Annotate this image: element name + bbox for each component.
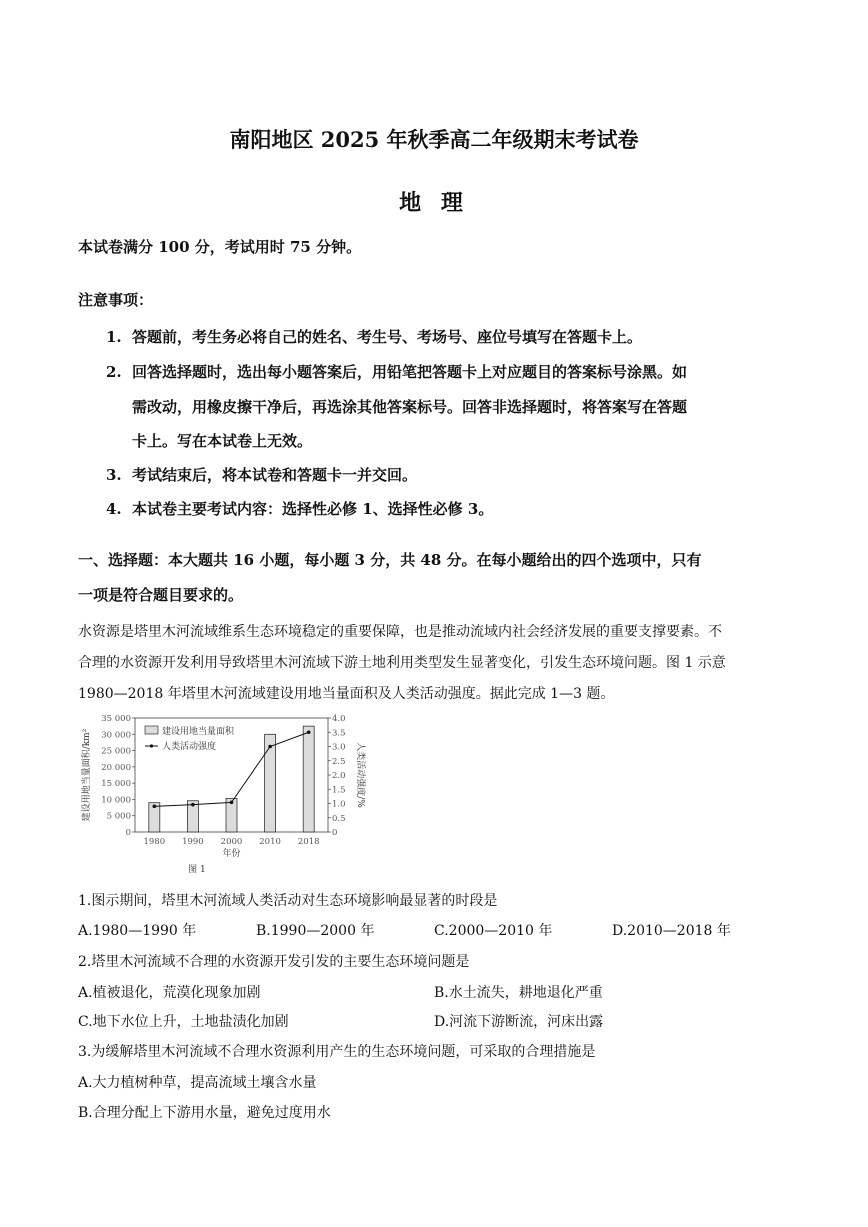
right-tick-label: 3.5 (332, 728, 346, 739)
passage-line-1: 水资源是塔里木河流域维系生态环境稳定的重要保障，也是推动流域内社会经济发展的重要支撑要素。不 (78, 624, 722, 640)
intensity-point (191, 803, 195, 807)
note-item-1 (106, 326, 642, 347)
question-1-stem: 1.图示期间，塔里木河流域人类活动对生态环境影响最显著的时段是 (78, 893, 498, 909)
x-axis-label: 年份 (222, 849, 241, 859)
question-1-option-a: A.1980—1990 年 (78, 923, 197, 939)
note-item-2 (106, 361, 687, 382)
note-item-4 (106, 498, 493, 519)
bar (303, 726, 314, 832)
left-tick-label: 15 000 (101, 779, 131, 790)
question-3-option-a: A.大力植树种草，提高流域土壤含水量 (78, 1075, 317, 1091)
legend-bar-label: 建设用地当量面积 (162, 727, 235, 737)
left-tick-label: 10 000 (101, 795, 131, 806)
intensity-point (268, 745, 272, 749)
left-tick-label: 35 000 (101, 714, 131, 724)
note-item-2-line-2: 需改动，用橡皮擦干净后，再选涂其他答案标号。回答非选择题时，将答案写在答题 (132, 398, 688, 416)
x-tick-label: 1990 (182, 837, 204, 847)
left-tick-label: 20 000 (101, 762, 131, 773)
section-heading-line-1: 一、选择题：本大题共 16 小题，每小题 3 分，共 48 分。在每小题给出的四个选项中，只有 (78, 551, 702, 569)
note-text: 本试卷主要考试内容：选择性必修 1、选择性必修 3。 (132, 500, 494, 518)
right-tick-label: 0 (332, 828, 338, 838)
notes-heading: 注意事项： (78, 291, 154, 309)
note-item-2-line-3: 卡上。写在本试卷上无效。 (132, 432, 313, 450)
legend-line-label: 人类活动强度 (162, 742, 217, 752)
question-1-option-b: B.1990—2000 年 (256, 923, 375, 939)
note-number: 2. (106, 363, 122, 381)
score-info: 本试卷满分 100 分，考试用时 75 分钟。 (78, 238, 362, 256)
right-tick-label: 1.5 (332, 785, 346, 796)
exam-title: 南阳地区 2025 年秋季高二年级期末考试卷 (229, 127, 639, 152)
question-2-option-b: B.水土流失，耕地退化严重 (434, 985, 603, 1001)
x-tick-label: 1980 (143, 837, 166, 847)
question-2-option-a: A.植被退化，荒漠化现象加剧 (78, 985, 261, 1001)
x-tick-label: 2010 (259, 837, 281, 847)
question-2-option-d: D.河流下游断流，河床出露 (434, 1014, 604, 1030)
right-tick-label: 0.5 (332, 813, 346, 824)
x-tick-label: 2000 (220, 837, 243, 847)
figure-caption: 图 1 (188, 865, 206, 875)
note-item-3 (106, 464, 417, 485)
left-tick-label: 0 (125, 828, 131, 838)
question-1-option-c: C.2000—2010 年 (434, 923, 553, 939)
right-tick-label: 1.0 (332, 799, 346, 810)
note-text: 答题前，考生务必将自己的姓名、考生号、考场号、座位号填写在答题卡上。 (132, 328, 643, 346)
question-2-option-c: C.地下水位上升，土地盐渍化加剧 (78, 1014, 289, 1030)
passage-line-2: 合理的水资源开发利用导致塔里木河流域下游土地利用类型发生显著变化，引发生态环境问题。图 1 示意 (78, 655, 726, 671)
subject-title: 地 理 (399, 190, 469, 216)
left-tick-label: 30 000 (101, 730, 131, 741)
right-tick-label: 3.0 (332, 742, 346, 753)
note-number: 4. (106, 500, 122, 518)
legend-line-marker (150, 744, 153, 747)
intensity-point (230, 801, 234, 805)
question-2-stem: 2.塔里木河流域不合理的水资源开发引发的主要生态环境问题是 (78, 954, 470, 970)
question-3-option-b: B.合理分配上下游用水量，避免过度用水 (78, 1105, 331, 1121)
legend-bar-swatch (145, 726, 158, 734)
passage-line-3: 1980—2018 年塔里木河流域建设用地当量面积及人类活动强度。据此完成 1—3 题。 (78, 686, 615, 702)
note-number: 1. (106, 328, 122, 346)
left-axis-label: 建设用地当量面积/km² (82, 728, 92, 822)
right-tick-label: 4.0 (332, 714, 346, 724)
figure-1-chart (78, 706, 368, 884)
left-tick-label: 25 000 (101, 746, 131, 757)
intensity-point (307, 730, 311, 734)
note-number: 3. (106, 466, 122, 484)
right-tick-label: 2.0 (332, 771, 346, 781)
right-axis-label: 人类活动强度/% (355, 742, 365, 808)
bar (265, 734, 276, 832)
x-tick-label: 2018 (297, 837, 320, 847)
left-tick-label: 5 000 (106, 811, 131, 822)
note-text: 回答选择题时，选出每小题答案后，用铅笔把答题卡上对应题目的答案标号涂黑。如 (132, 363, 688, 381)
right-tick-label: 2.5 (332, 756, 346, 767)
question-3-stem: 3.为缓解塔里木河流域不合理水资源利用产生的生态环境问题，可采取的合理措施是 (78, 1044, 596, 1060)
question-1-option-d: D.2010—2018 年 (612, 923, 731, 939)
section-heading-line-2: 一项是符合题目要求的。 (78, 586, 244, 604)
note-text: 考试结束后，将本试卷和答题卡一并交回。 (132, 466, 418, 484)
intensity-point (153, 805, 157, 809)
